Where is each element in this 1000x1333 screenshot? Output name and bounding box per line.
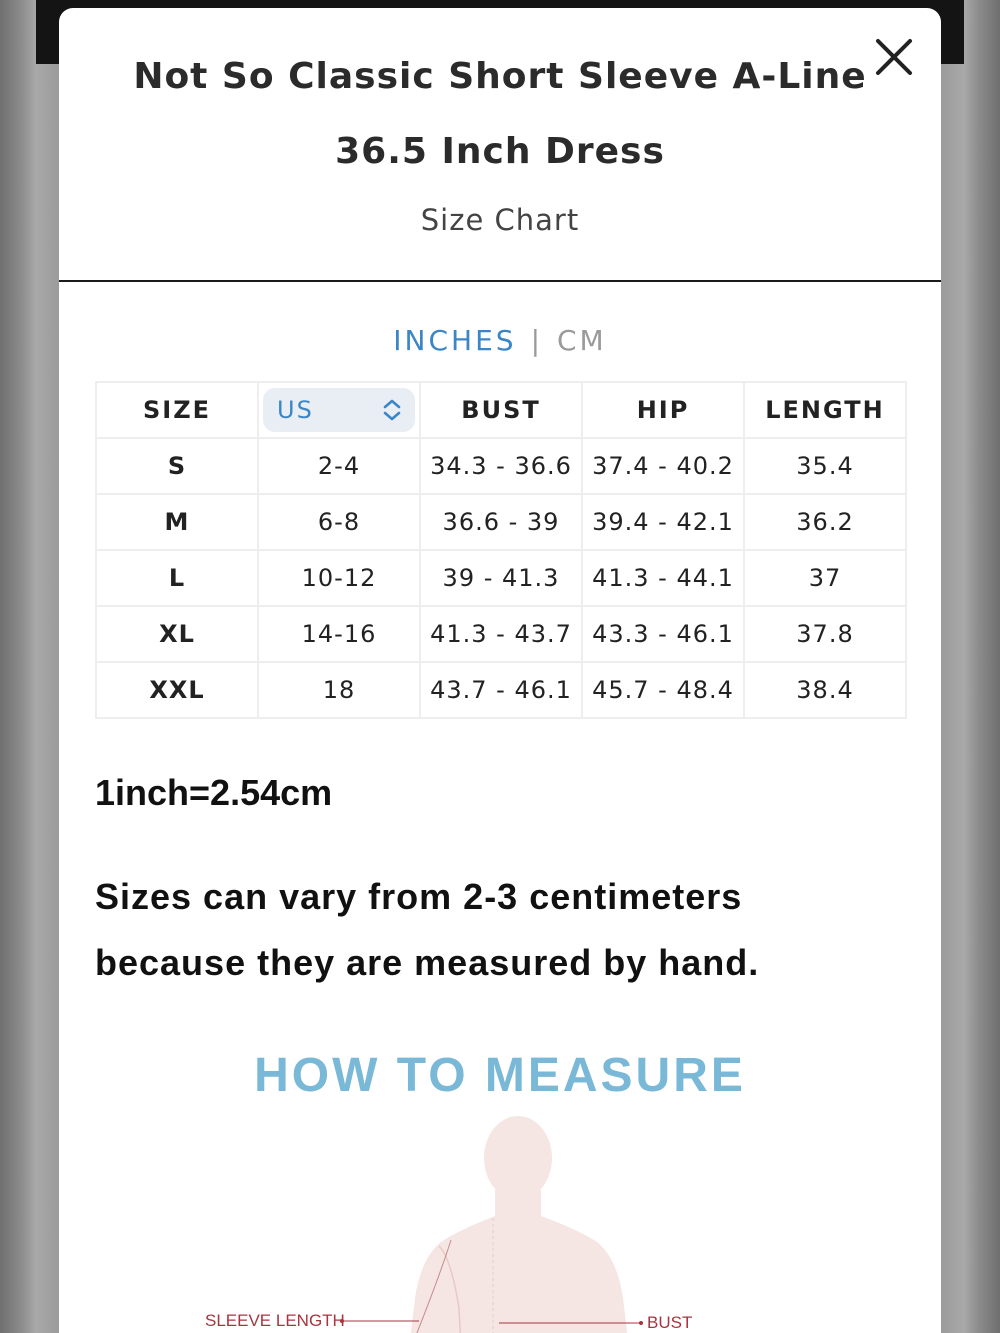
cell-bust: 36.6 - 39 <box>420 494 582 550</box>
product-title-line1: Not So Classic Short Sleeve A-Line <box>133 56 867 97</box>
label-sleeve-length: SLEEVE LENGTH <box>205 1311 345 1330</box>
measure-figure <box>59 1108 941 1333</box>
unit-cm-tab[interactable]: CM <box>557 324 607 357</box>
cell-size: XL <box>96 606 258 662</box>
conversion-note: 1inch=2.54cm <box>95 772 333 813</box>
cell-us: 6-8 <box>258 494 420 550</box>
modal-header <box>59 8 941 282</box>
cell-bust: 39 - 41.3 <box>420 550 582 606</box>
cell-bust: 34.3 - 36.6 <box>420 438 582 494</box>
region-select-value: US <box>277 396 314 424</box>
header-region <box>258 382 420 438</box>
chevron-up-down-icon <box>381 397 403 423</box>
cell-bust: 43.7 - 46.1 <box>420 662 582 718</box>
body-silhouette-icon <box>59 1108 941 1333</box>
cell-hip: 43.3 - 46.1 <box>582 606 744 662</box>
close-button[interactable] <box>871 34 917 80</box>
table-row <box>96 494 906 550</box>
cell-us: 2-4 <box>258 438 420 494</box>
table-row <box>96 662 906 718</box>
cell-us: 10-12 <box>258 550 420 606</box>
cell-size: M <box>96 494 258 550</box>
unit-separator: | <box>530 324 543 357</box>
cell-us: 18 <box>258 662 420 718</box>
cell-size: XXL <box>96 662 258 718</box>
header-bust: BUST <box>420 382 582 438</box>
cell-length: 37 <box>744 550 906 606</box>
table-row <box>96 550 906 606</box>
unit-inches-tab[interactable]: INCHES <box>393 324 517 357</box>
label-bust: BUST <box>647 1313 693 1332</box>
variance-note-line1: Sizes can vary from 2-3 centimeters <box>95 876 743 917</box>
close-icon <box>871 34 917 80</box>
cell-size: L <box>96 550 258 606</box>
cell-hip: 37.4 - 40.2 <box>582 438 744 494</box>
cell-length: 38.4 <box>744 662 906 718</box>
region-select[interactable] <box>263 388 415 432</box>
table-header-row <box>96 382 906 438</box>
cell-length: 36.2 <box>744 494 906 550</box>
cell-hip: 45.7 - 48.4 <box>582 662 744 718</box>
cell-hip: 41.3 - 44.1 <box>582 550 744 606</box>
table-row <box>96 606 906 662</box>
product-title-line2: 36.5 Inch Dress <box>335 131 665 172</box>
unit-toggle <box>59 324 941 357</box>
modal-subtitle: Size Chart <box>420 203 580 237</box>
cell-length: 35.4 <box>744 438 906 494</box>
variance-note-line2: because they are measured by hand. <box>95 942 760 983</box>
cell-length: 37.8 <box>744 606 906 662</box>
table-row <box>96 438 906 494</box>
how-to-measure-heading: HOW TO MEASURE <box>254 1049 746 1102</box>
cell-us: 14-16 <box>258 606 420 662</box>
header-divider <box>59 280 941 282</box>
size-table <box>95 381 907 719</box>
header-size: SIZE <box>96 382 258 438</box>
cell-size: S <box>96 438 258 494</box>
cell-bust: 41.3 - 43.7 <box>420 606 582 662</box>
header-hip: HIP <box>582 382 744 438</box>
header-length: LENGTH <box>744 382 906 438</box>
cell-hip: 39.4 - 42.1 <box>582 494 744 550</box>
size-chart-modal <box>59 8 941 1333</box>
